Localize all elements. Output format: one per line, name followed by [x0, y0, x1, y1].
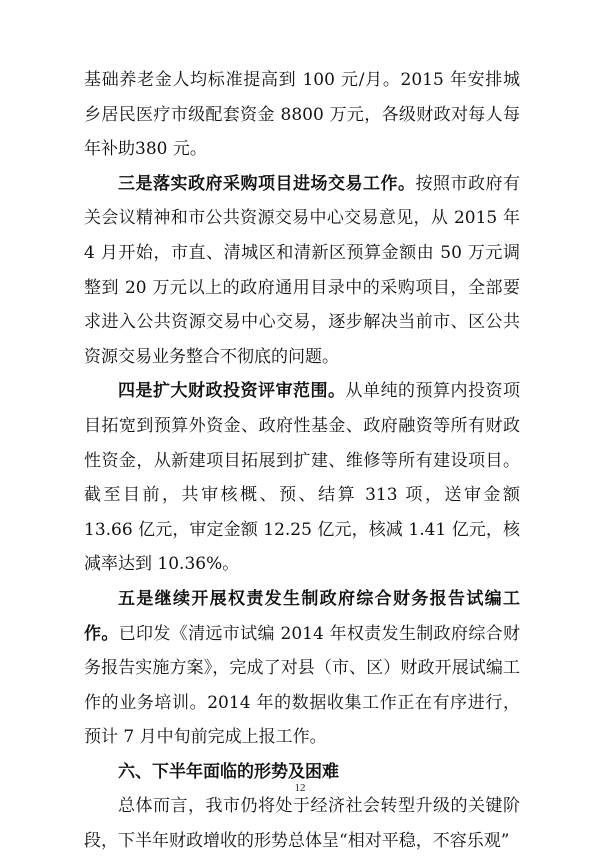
- paragraph-text: 总体而言，我市仍将处于经济社会转型升级的关键阶段，下半年财政增收的形势总体呈“相对平稳，不容乐观”: [84, 796, 520, 852]
- page-number: 12: [294, 782, 306, 794]
- paragraph-investment-review: [84, 374, 520, 582]
- paragraph-lead-procurement: 三是落实政府采购项目进场交易工作。: [118, 173, 416, 194]
- paragraph-text: 按照市政府有关会议精神和市公共资源交易中心交易意见，从 2015 年 4 月开始，市直、清城区和清新区预算金额由 50 万元调整到 20 万元以上的政府通用目录中的采购项目，全部要求进入公共资源交易中心交易，逐步解决当前市、区公共资源交易业务整合不彻底的问题。: [84, 173, 520, 367]
- paragraph-text: 从单纯的预算内投资项目拓宽到预算外资金、政府性基金、政府融资等所有财政性资金，从新建项目拓展到扩建、维修等所有建设项目。截至目前，共审核概、预、结算 313 项，送审金额 13.66 亿元，审定金额 12.25 亿元，核减 1.41 亿元，核减率达到 10.36%。: [84, 381, 520, 575]
- paragraph-procurement: [84, 167, 520, 375]
- paragraph-text: 已印发《清远市试编 2014 年权责发生制政府综合财务报告实施方案》，完成了对县（市、区）财政开展试编工作的业务培训。2014 年的数据收集工作正在有序进行，预计 7 月中旬前完成上报工作。: [84, 623, 521, 748]
- paragraph-lead-financial-report: 五是继续开展权责发生制政府综合财务报告试编工作。: [84, 588, 520, 644]
- paragraph-outlook: [84, 789, 520, 858]
- paragraph-financial-report: [84, 582, 520, 755]
- paragraph-lead-investment-review: 四是扩大财政投资评审范围。: [118, 381, 346, 402]
- section-heading: 六、下半年面临的形势及困难: [118, 761, 339, 782]
- paragraph-pension-medical: [84, 63, 520, 167]
- document-body: [84, 63, 520, 859]
- paragraph-text: 基础养老金人均标准提高到 100 元/月。2015 年安排城乡居民医疗市级配套资金 8800 万元，各级财政对每人每年补助380 元。: [84, 70, 520, 160]
